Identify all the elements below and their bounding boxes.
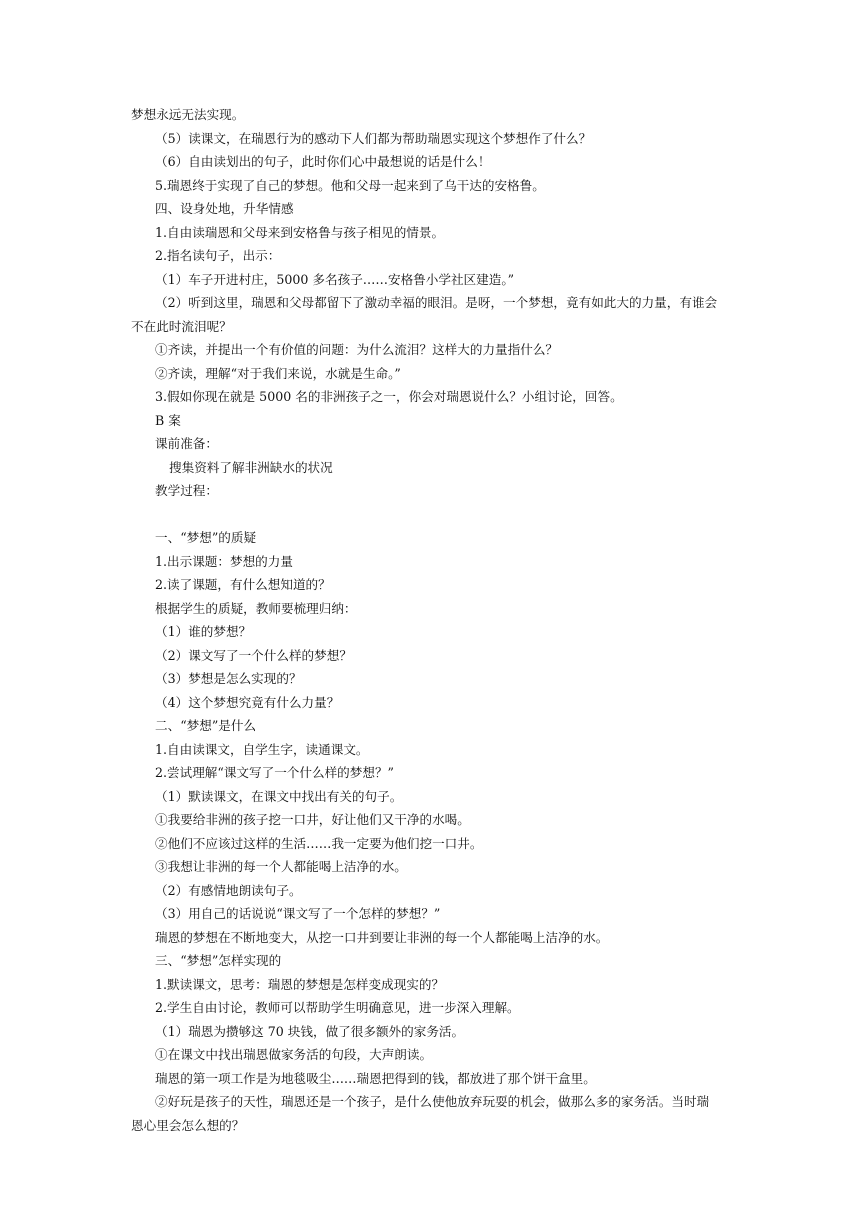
text-line: 梦想永远无法实现。: [131, 107, 245, 122]
text-line: 四、设身处地，升华情感: [155, 201, 294, 216]
document-body: [131, 103, 731, 1137]
text-line: 2.尝试理解“课文写了一个什么样的梦想？”: [155, 765, 394, 780]
text-line: 搜集资料了解非洲缺水的状况: [169, 459, 333, 475]
text-line: （5）读课文，在瑞恩行为的感动下人们都为帮助瑞恩实现这个梦想作了什么？: [155, 130, 592, 146]
text-line: 瑞恩的第一项工作是为地毯吸尘……瑞恩把得到的钱，都放进了那个饼干盒里。: [155, 1070, 596, 1086]
text-line: 2.学生自由讨论，教师可以帮助学生明确意见，进一步深入理解。: [155, 1000, 520, 1015]
text-line: ③我想让非洲的每一个人都能喝上洁净的水。: [155, 859, 407, 874]
text-line: 教学过程：: [155, 483, 218, 498]
text-line: 恩心里会怎么想的？: [131, 1117, 245, 1133]
text-line: （1）默读课文，在课文中找出有关的句子。: [155, 788, 403, 804]
text-line: （2）课文写了一个什么样的梦想？: [155, 647, 352, 663]
text-line: （2）有感情地朗读句子。: [155, 882, 302, 898]
text-line: 1.出示课题：梦想的力量: [155, 553, 293, 569]
text-line: 5.瑞恩终于实现了自己的梦想。他和父母一起来到了乌干达的安格鲁。: [155, 177, 545, 193]
text-line: 不在此时流泪呢？: [131, 318, 232, 334]
text-line: （2）听到这里，瑞恩和父母都留下了激动幸福的眼泪。是呀，一个梦想，竟有如此大的力量，有谁会: [155, 295, 718, 310]
text-line: 一、“梦想”的质疑: [155, 530, 257, 545]
text-line: 根据学生的质疑，教师要梳理归纳：: [155, 600, 357, 616]
text-line: 2.读了课题，有什么想知道的？: [155, 577, 331, 592]
text-line: 二、“梦想”是什么: [155, 718, 257, 733]
text-line: 1.自由读课文，自学生字，读通课文。: [155, 741, 369, 757]
text-line: 瑞恩的梦想在不断地变大，从挖一口井到要让非洲的每一个人都能喝上洁净的水。: [155, 929, 609, 945]
text-line: B 案: [155, 412, 181, 428]
text-line: ②他们不应该过这样的生活……我一定要为他们挖一口井。: [155, 835, 483, 851]
text-line: ①在课文中找出瑞恩做家务活的句段，大声朗读。: [155, 1047, 433, 1062]
text-line: 三、“梦想”怎样实现的: [155, 953, 282, 968]
text-line: ②好玩是孩子的天性，瑞恩还是一个孩子，是什么使他放弃玩耍的机会，做那么多的家务活。当时瑞: [155, 1094, 710, 1109]
text-line: （4）这个梦想究竟有什么力量？: [155, 694, 340, 710]
text-line: （3）用自己的话说说“课文写了一个怎样的梦想？”: [155, 906, 441, 921]
text-line: ①齐读，并提出一个有价值的问题：为什么流泪？这样大的力量指什么？: [155, 342, 558, 357]
blank-line: [131, 503, 731, 527]
text-line: 1.自由读瑞恩和父母来到安格鲁与孩子相见的情景。: [155, 224, 445, 240]
text-line: ①我要给非洲的孩子挖一口井，好让他们又干净的水喝。: [155, 812, 470, 827]
text-line: （3）梦想是怎么实现的？: [155, 671, 302, 686]
text-line: （6）自由读划出的句子，此时你们心中最想说的话是什么！: [155, 154, 491, 169]
text-line: 3.假如你现在就是 5000 名的非洲孩子之一，你会对瑞恩说什么？小组讨论，回答。: [155, 389, 623, 404]
text-line: 2.指名读句子，出示：: [155, 248, 281, 263]
text-line: （1）瑞恩为攒够这 70 块钱，做了很多额外的家务活。: [155, 1023, 465, 1039]
text-line: （1）车子开进村庄，5000 多名孩子……安格鲁小学社区建造。”: [155, 271, 515, 287]
text-line: （1）谁的梦想？: [155, 624, 252, 639]
text-line: 1.默读课文，思考：瑞恩的梦想是怎样变成现实的？: [155, 976, 445, 992]
text-line: ②齐读，理解“对于我们来说，水就是生命。”: [155, 365, 401, 381]
text-line: 课前准备：: [155, 436, 218, 451]
